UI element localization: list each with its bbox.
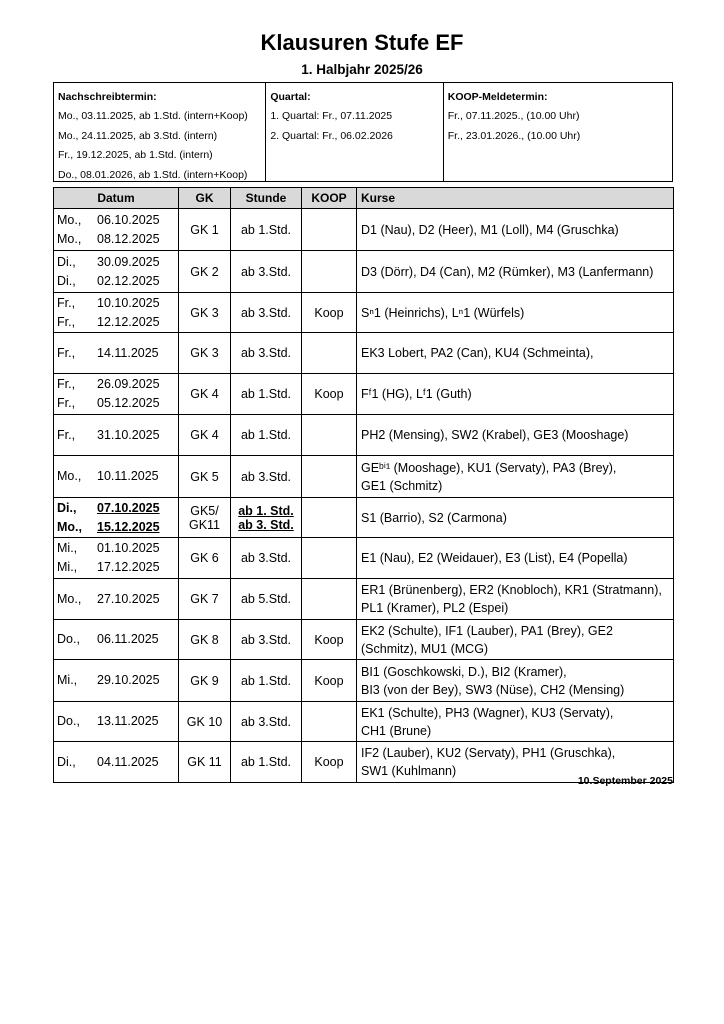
- quartal-column: [266, 83, 443, 181]
- kurse-line: SW1 (Kuhlmann): [361, 764, 457, 778]
- kurse-line: GEᵇⁱ¹ (Mooshage), KU1 (Servaty), PA3 (Brey),: [361, 460, 617, 475]
- weekday: Fr.,: [57, 314, 76, 329]
- date-line: [57, 558, 178, 577]
- kurse-line: PL1 (Kramer), PL2 (Espei): [361, 601, 509, 615]
- nachschreib-line: Do., 08.01.2026, ab 1.Std. (intern+Koop): [58, 168, 248, 181]
- date-value: 14.11.2025: [97, 345, 159, 360]
- weekday: Mi.,: [57, 673, 78, 687]
- weekday: Di.,: [57, 754, 76, 769]
- weekday: Di.,: [57, 254, 76, 269]
- gk-cell: [179, 293, 231, 333]
- table-row: [54, 333, 674, 374]
- stunde-value: ab 3.Std.: [240, 264, 292, 279]
- date-value: 27.10.2025: [97, 591, 160, 606]
- kurse-line: E1 (Nau), E2 (Weidauer), E3 (List), E4 (Popella): [361, 551, 628, 565]
- gk-value: GK 3: [190, 346, 219, 360]
- date-cell: [54, 456, 179, 498]
- gk-value: GK 3: [190, 305, 219, 320]
- kurse-cell: [357, 251, 674, 293]
- date-value: 07.10.2025: [97, 500, 160, 515]
- koop-cell: [302, 209, 357, 251]
- koop-cell: [302, 498, 357, 538]
- kurse-cell: [357, 579, 674, 620]
- date-line: [57, 313, 178, 332]
- koop-cell: Koop: [302, 660, 357, 702]
- info-box: [53, 82, 673, 182]
- kurse-line: EK3 Lobert, PA2 (Can), KU4 (Schmeinta),: [361, 346, 594, 360]
- kurse-line: (Schmitz), MU1 (MCG): [361, 641, 489, 656]
- table-row: [54, 374, 674, 415]
- weekday: Mo.,: [57, 469, 82, 483]
- kurse-cell: [357, 498, 674, 538]
- header-datum: Datum: [54, 188, 179, 209]
- nachschreib-heading: Nachschreibtermin:: [58, 91, 157, 103]
- page-title: Klausuren Stufe EF: [260, 30, 464, 55]
- gk-cell: [179, 702, 231, 742]
- stunde-value: ab 3.Std.: [240, 714, 292, 729]
- header-gk: GK: [179, 188, 231, 209]
- kurse-cell: [357, 374, 674, 415]
- koop-line: Fr., 23.01.2026., (10.00 Uhr): [447, 129, 581, 142]
- gk-cell: [179, 374, 231, 415]
- weekday: Di.,: [57, 273, 76, 288]
- stunde-value: ab 1.Std.: [240, 387, 292, 401]
- stunde-value: ab 1.Std.: [240, 755, 292, 769]
- gk-value: GK 6: [190, 551, 219, 565]
- weekday: Fr.,: [57, 396, 76, 410]
- kurse-line: BI3 (von der Bey), SW3 (Nüse), CH2 (Mensing): [361, 682, 625, 697]
- date-line: [57, 294, 178, 313]
- exam-table: [53, 187, 674, 783]
- header-kurse: Kurse: [357, 188, 674, 209]
- weekday: Fr.,: [57, 377, 76, 391]
- koop-line: Fr., 07.11.2025., (10.00 Uhr): [447, 110, 580, 122]
- date-line: [57, 426, 178, 445]
- kurse-line: PH2 (Mensing), SW2 (Krabel), GE3 (Mooshage): [361, 428, 629, 442]
- gk-value: GK 10: [186, 714, 223, 729]
- kurse-line: Sⁿ1 (Heinrichs), Lⁿ1 (Würfels): [361, 305, 525, 320]
- gk-value: GK 7: [190, 592, 219, 606]
- kurse-cell: [357, 415, 674, 456]
- date-cell: [54, 742, 179, 783]
- stunde-cell: [231, 742, 302, 783]
- koop-cell: [302, 456, 357, 498]
- nachschreib-line: Mo., 03.11.2025, ab 1.Std. (intern+Koop): [58, 110, 248, 122]
- footer-date: 10.September 2025: [577, 775, 673, 787]
- table-row: [54, 702, 674, 742]
- kurse-cell: [357, 702, 674, 742]
- gk-cell: [179, 333, 231, 374]
- kurse-line: EK2 (Schulte), IF1 (Lauber), PA1 (Brey), GE2: [361, 623, 613, 638]
- header-stunde: Stunde: [231, 188, 302, 209]
- kurse-line: Fᶠ1 (HG), Lᶠ1 (Guth): [361, 387, 472, 401]
- date-value: 06.11.2025: [97, 632, 159, 646]
- stunde-cell: [231, 333, 302, 374]
- gk-cell: [179, 742, 231, 783]
- date-line: [57, 230, 178, 249]
- date-value: 30.09.2025: [97, 254, 160, 269]
- table-row: [54, 415, 674, 456]
- date-value: 10.11.2025: [97, 469, 159, 483]
- weekday: Fr.,: [57, 345, 76, 360]
- gk-cell: [179, 456, 231, 498]
- kurse-cell: [357, 620, 674, 660]
- date-line: [57, 211, 178, 230]
- stunde-cell: [231, 579, 302, 620]
- weekday: Fr.,: [57, 295, 76, 310]
- gk-value: GK 9: [190, 673, 219, 688]
- weekday: Fr.,: [57, 427, 76, 442]
- koop-cell: [302, 579, 357, 620]
- kurse-line: CH1 (Brune): [361, 723, 432, 738]
- date-cell: [54, 374, 179, 415]
- date-cell: [54, 620, 179, 660]
- table-body: [54, 209, 674, 783]
- weekday: Mo.,: [57, 519, 82, 534]
- weekday: Mo.,: [57, 212, 82, 227]
- date-value: 05.12.2025: [97, 396, 160, 410]
- gk-value: GK 4: [190, 428, 219, 442]
- stunde-value: ab 3. Std.: [238, 517, 294, 532]
- page-subtitle: 1. Halbjahr 2025/26: [301, 62, 423, 77]
- date-value: 02.12.2025: [97, 273, 160, 288]
- gk-cell: [179, 415, 231, 456]
- gk-cell: [179, 209, 231, 251]
- weekday: Mi.,: [57, 541, 78, 555]
- date-cell: [54, 415, 179, 456]
- koop-cell: Koop: [302, 293, 357, 333]
- table-row: [54, 620, 674, 660]
- date-value: 01.10.2025: [97, 541, 160, 555]
- kurse-line: ER1 (Brünenberg), ER2 (Knobloch), KR1 (Stratmann),: [361, 583, 662, 597]
- weekday: Do.,: [57, 714, 80, 728]
- date-line: [57, 272, 178, 291]
- quartal-line: 2. Quartal: Fr., 06.02.2026: [270, 129, 393, 142]
- date-value: 31.10.2025: [97, 427, 160, 442]
- date-value: 15.12.2025: [97, 519, 160, 534]
- kurse-line: BI1 (Goschkowski, D.), BI2 (Kramer),: [361, 664, 567, 679]
- date-line: [57, 375, 178, 394]
- weekday: Do.,: [57, 632, 80, 646]
- stunde-cell: [231, 293, 302, 333]
- gk-value: GK 2: [190, 264, 219, 279]
- header-koop: KOOP: [302, 188, 357, 209]
- kurse-line: D1 (Nau), D2 (Heer), M1 (Loll), M4 (Gruschka): [361, 222, 619, 237]
- stunde-cell: [231, 702, 302, 742]
- weekday: Di.,: [57, 500, 77, 515]
- date-value: 29.10.2025: [97, 673, 160, 687]
- kurse-line: GE1 (Schmitz): [361, 478, 443, 493]
- table-row: [54, 498, 674, 538]
- gk-cell: [179, 538, 231, 579]
- gk-value: GK11: [188, 517, 221, 532]
- nachschreib-line: Mo., 24.11.2025, ab 3.Std. (intern): [58, 129, 218, 142]
- date-value: 26.09.2025: [97, 377, 160, 391]
- koop-cell: [302, 333, 357, 374]
- table-row: [54, 251, 674, 293]
- gk-value: GK 4: [190, 387, 219, 401]
- date-value: 13.11.2025: [97, 714, 159, 728]
- date-cell: [54, 538, 179, 579]
- stunde-cell: [231, 415, 302, 456]
- weekday: Mo.,: [57, 591, 82, 606]
- gk-value: GK5/: [190, 503, 219, 518]
- kurse-cell: [357, 456, 674, 498]
- koop-cell: [302, 538, 357, 579]
- date-line: [57, 344, 178, 363]
- kurse-line: EK1 (Schulte), PH3 (Wagner), KU3 (Servaty),: [361, 705, 614, 720]
- stunde-cell: [231, 251, 302, 293]
- table-row: [54, 293, 674, 333]
- koop-heading: KOOP-Meldetermin:: [447, 91, 548, 103]
- koop-column: [444, 83, 672, 181]
- date-cell: [54, 333, 179, 374]
- stunde-value: ab 3.Std.: [240, 469, 292, 484]
- gk-value: GK 11: [187, 755, 222, 769]
- date-value: 10.10.2025: [97, 295, 160, 310]
- date-line: [57, 671, 178, 690]
- date-value: 08.12.2025: [97, 231, 160, 246]
- gk-value: GK 5: [190, 469, 219, 484]
- weekday: Mi.,: [57, 560, 78, 574]
- stunde-value: ab 5.Std.: [240, 592, 292, 606]
- stunde-value: ab 1.Std.: [240, 673, 292, 688]
- stunde-value: ab 1. Std.: [238, 503, 294, 518]
- koop-cell: [302, 702, 357, 742]
- gk-value: GK 8: [190, 632, 219, 647]
- date-cell: [54, 660, 179, 702]
- date-line: [57, 253, 178, 272]
- date-cell: [54, 251, 179, 293]
- gk-cell: [179, 660, 231, 702]
- date-value: 12.12.2025: [97, 314, 160, 329]
- gk-cell: [179, 620, 231, 660]
- stunde-value: ab 1.Std.: [240, 222, 292, 237]
- date-line: [57, 539, 178, 558]
- date-value: 04.11.2025: [97, 754, 159, 769]
- date-cell: [54, 498, 179, 538]
- stunde-cell: [231, 209, 302, 251]
- table-row: [54, 660, 674, 702]
- date-line: [57, 394, 178, 413]
- stunde-value: ab 3.Std.: [240, 305, 292, 320]
- quartal-heading: Quartal:: [270, 91, 311, 103]
- stunde-cell: [231, 660, 302, 702]
- koop-cell: [302, 415, 357, 456]
- date-cell: [54, 293, 179, 333]
- gk-cell: [179, 498, 231, 538]
- table-row: [54, 209, 674, 251]
- stunde-value: ab 1.Std.: [240, 428, 292, 442]
- weekday: Mo.,: [57, 231, 82, 246]
- gk-cell: [179, 251, 231, 293]
- stunde-value: ab 3.Std.: [240, 346, 292, 360]
- nachschreib-line: Fr., 19.12.2025, ab 1.Std. (intern): [58, 149, 213, 161]
- date-line: [57, 467, 178, 486]
- date-line: [57, 753, 178, 772]
- stunde-cell: [231, 456, 302, 498]
- kurse-cell: [357, 293, 674, 333]
- date-value: 06.10.2025: [97, 212, 160, 227]
- kurse-line: IF2 (Lauber), KU2 (Servaty), PH1 (Gruschka),: [361, 746, 616, 760]
- date-line: [57, 630, 178, 649]
- kurse-line: S1 (Barrio), S2 (Carmona): [361, 510, 507, 525]
- table-row: [54, 538, 674, 579]
- kurse-cell: [357, 538, 674, 579]
- koop-cell: [302, 251, 357, 293]
- stunde-value: ab 3.Std.: [240, 551, 292, 565]
- table-row: [54, 456, 674, 498]
- date-line: [57, 518, 178, 537]
- stunde-cell: [231, 538, 302, 579]
- stunde-value: ab 3.Std.: [240, 632, 292, 647]
- table-header-row: [54, 188, 674, 209]
- quartal-line: 1. Quartal: Fr., 07.11.2025: [270, 110, 393, 122]
- date-cell: [54, 579, 179, 620]
- date-line: [57, 499, 178, 518]
- kurse-line: D3 (Dörr), D4 (Can), M2 (Rümker), M3 (Lanfermann): [361, 264, 654, 279]
- date-cell: [54, 702, 179, 742]
- nachschreib-column: [54, 83, 266, 181]
- stunde-cell: [231, 374, 302, 415]
- date-cell: [54, 209, 179, 251]
- kurse-cell: [357, 660, 674, 702]
- date-line: [57, 590, 178, 609]
- stunde-cell: [231, 620, 302, 660]
- table-row: [54, 579, 674, 620]
- date-value: 17.12.2025: [97, 560, 160, 574]
- koop-cell: Koop: [302, 374, 357, 415]
- koop-cell: Koop: [302, 620, 357, 660]
- kurse-cell: [357, 333, 674, 374]
- gk-cell: [179, 579, 231, 620]
- date-line: [57, 712, 178, 731]
- gk-value: GK 1: [190, 222, 219, 237]
- stunde-cell: [231, 498, 302, 538]
- kurse-cell: [357, 209, 674, 251]
- koop-cell: Koop: [302, 742, 357, 783]
